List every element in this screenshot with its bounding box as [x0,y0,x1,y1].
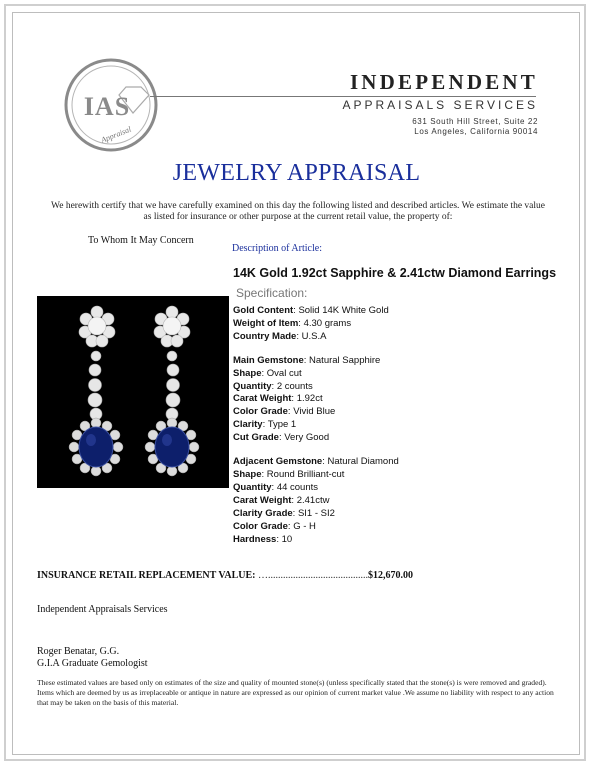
spec-row: Main Gemstone: Natural Sapphire [233,354,381,366]
description-label: Description of Article: [232,243,322,254]
issuing-company: Independent Appraisals Services [37,604,168,615]
spec-row: Hardness: 10 [233,533,293,545]
spec-row: Cut Grade: Very Good [233,432,330,444]
specification-label: Specification: [236,286,308,300]
insurance-value-label: INSURANCE RETAIL REPLACEMENT VALUE: [37,570,256,581]
certification-text: We herewith certify that we have carefully examined on this day the following listed and described articles. We estimate the value as listed for insurance or other purpose at the current retail value, the property of: [51,201,545,222]
insurance-value-line [37,570,413,581]
spec-row: Quantity: 44 counts [233,481,319,493]
leader-dots: …........................................ [257,570,368,581]
spec-row: Color Grade: G - H [233,520,316,532]
sapphire-stone [155,427,189,467]
spec-row: Clarity Grade: SI1 - SI2 [233,507,335,519]
insurance-value-amount: $12,670.00 [367,570,413,581]
spec-row: Color Grade: Vivid Blue [233,406,336,418]
company-name: INDEPENDENT [349,70,538,94]
logo-ring-text: Appraisal [99,124,133,145]
spec-row: Carat Weight: 1.92ct [233,393,323,405]
company-address [300,117,538,137]
owner-name: To Whom It May Concern [88,235,194,246]
spec-row: Weight of Item: 4.30 grams [233,317,352,329]
signer-name: Roger Benatar, G.G. [37,646,120,657]
spec-row: Adjacent Gemstone: Natural Diamond [233,456,399,468]
address-line-1: 631 South Hill Street, Suite 22 [412,117,538,126]
address-line-2: Los Angeles, California 90014 [414,127,538,136]
document-title: JEWELRY APPRAISAL [172,160,421,186]
header-rule [150,96,536,97]
disclaimer-text: These estimated values are based only on estimates of the size and quality of mounted stone(s) (unless specifically stated that the stone(s) is were removed and graded). Items which are deemed by us as irreplaceable or antique in nature are expressed as our opinion of current market value .We assume no liability with respect to any action that may be taken on the basis of this material. [37,678,554,707]
spec-row: Clarity: Type 1 [233,419,297,431]
specification-list [233,305,399,546]
earrings-photo [37,296,229,488]
spec-row: Shape: Oval cut [233,367,302,379]
spec-row: Country Made: U.S.A [233,330,327,342]
logo-monogram: IAS [83,92,131,121]
spec-row: Shape: Round Brilliant-cut [233,468,345,480]
spec-row: Carat Weight: 2.41ctw [233,494,330,506]
spec-row: Gold Content: Solid 14K White Gold [233,305,389,316]
signer-title: G.I.A Graduate Gemologist [37,658,148,669]
company-subtitle: APPRAISALS SERVICES [342,98,538,112]
sapphire-stone [79,427,113,467]
spec-row: Quantity: 2 counts [233,380,313,392]
item-title: 14K Gold 1.92ct Sapphire & 2.41ctw Diamond Earrings [233,266,557,280]
ias-logo [63,57,159,153]
signer-block [37,646,148,670]
